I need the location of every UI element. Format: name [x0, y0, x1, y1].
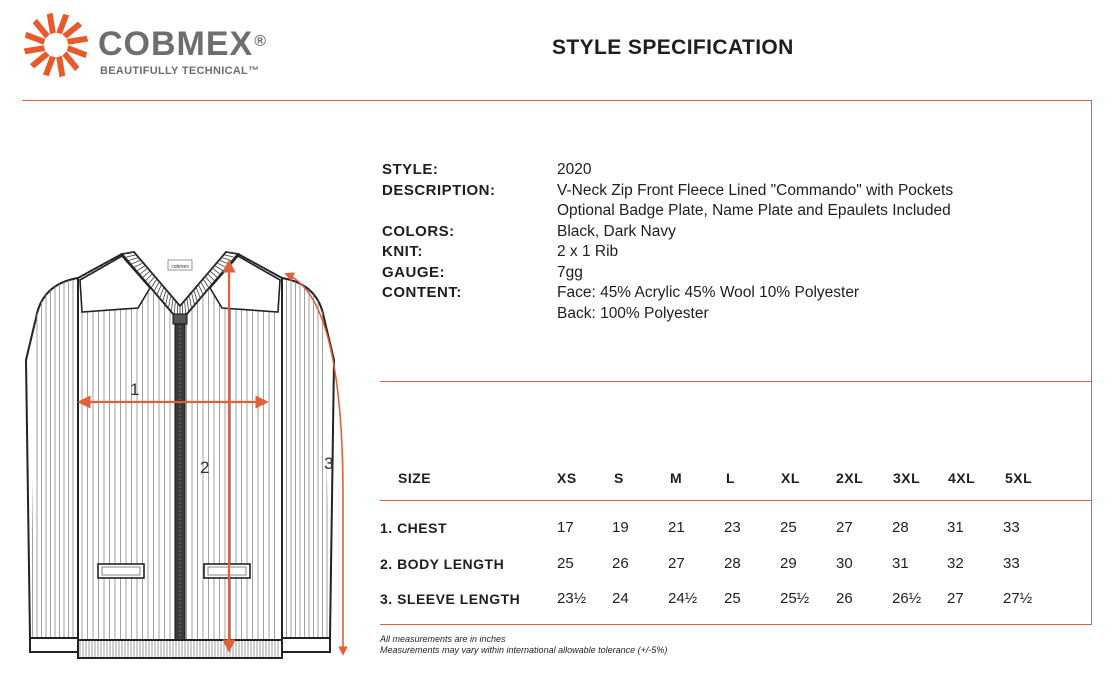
- right-pocket: [204, 564, 250, 578]
- table-cell: 26½: [892, 590, 922, 607]
- table-cell: 26: [836, 590, 853, 607]
- colors-label: COLORS:: [382, 223, 455, 240]
- description-label: DESCRIPTION:: [382, 182, 496, 199]
- registered-mark: ®: [254, 33, 268, 50]
- table-cell: 25: [780, 519, 797, 536]
- content-label: CONTENT:: [382, 284, 462, 301]
- table-cell: 29: [780, 555, 797, 572]
- size-header-m: M: [670, 470, 683, 486]
- colors-value: Black, Dark Navy: [557, 223, 676, 240]
- dimension-label-1: 1: [130, 380, 140, 399]
- table-cell: 27½: [1003, 590, 1033, 607]
- table-cell: 27: [947, 590, 964, 607]
- table-cell: 25: [557, 555, 574, 572]
- table-cell: 25: [724, 590, 741, 607]
- left-cuff: [30, 638, 78, 652]
- table-cell: 31: [947, 519, 964, 536]
- size-header-l: L: [726, 470, 736, 486]
- header-divider: [22, 100, 1092, 101]
- row-label-chest: 1. CHEST: [380, 520, 448, 536]
- cobmex-logo-icon: [22, 12, 90, 78]
- left-sleeve: [26, 278, 78, 638]
- frame-right-border: [1091, 100, 1092, 625]
- table-cell: 24½: [668, 590, 698, 607]
- table-cell: 17: [557, 519, 574, 536]
- table-cell: 33: [1003, 555, 1020, 572]
- table-header-divider: [380, 500, 1092, 501]
- knit-label: KNIT:: [382, 243, 423, 260]
- dimension-label-3: 3: [324, 454, 334, 473]
- table-cell: 24: [612, 590, 629, 607]
- brand-tagline: BEAUTIFULLY TECHNICAL™: [100, 65, 260, 77]
- table-cell: 26: [612, 555, 629, 572]
- table-cell: 30: [836, 555, 853, 572]
- left-pocket: [98, 564, 144, 578]
- table-cell: 23: [724, 519, 741, 536]
- table-cell: 28: [724, 555, 741, 572]
- size-column-header: SIZE: [398, 470, 432, 486]
- table-cell: 27: [668, 555, 685, 572]
- table-cell: 21: [668, 519, 685, 536]
- table-cell: 33: [1003, 519, 1020, 536]
- svg-text:cobmex: cobmex: [171, 264, 189, 270]
- dimension-label-2: 2: [200, 458, 210, 477]
- table-cell: 19: [612, 519, 629, 536]
- table-cell: 31: [892, 555, 909, 572]
- row-label-body-length: 2. BODY LENGTH: [380, 556, 505, 572]
- gauge-label: GAUGE:: [382, 264, 445, 281]
- description-line-2: Optional Badge Plate, Name Plate and Epaulets Included: [557, 202, 951, 219]
- measurement-note-units: All measurements are in inches: [380, 634, 506, 644]
- size-header-s: S: [614, 470, 624, 486]
- table-cell: 23½: [557, 590, 587, 607]
- sweater-flat-sketch-icon: [20, 240, 360, 665]
- row-label-sleeve-length: 3. SLEEVE LENGTH: [380, 591, 521, 607]
- size-header-2xl: 2XL: [836, 470, 864, 486]
- right-cuff: [282, 638, 330, 652]
- waistband: [78, 640, 282, 658]
- size-header-3xl: 3XL: [893, 470, 921, 486]
- table-cell: 27: [836, 519, 853, 536]
- content-line-1: Face: 45% Acrylic 45% Wool 10% Polyester: [557, 284, 860, 301]
- size-header-4xl: 4XL: [948, 470, 976, 486]
- size-header-xs: XS: [557, 470, 577, 486]
- knit-value: 2 x 1 Rib: [557, 243, 619, 260]
- brand-name: COBMEX®: [98, 25, 268, 63]
- description-line-1: V-Neck Zip Front Fleece Lined "Commando" with Pockets: [557, 182, 954, 199]
- spec-table-divider: [380, 381, 1092, 382]
- table-cell: 28: [892, 519, 909, 536]
- size-header-xl: XL: [781, 470, 800, 486]
- style-label: STYLE:: [382, 161, 439, 178]
- size-header-5xl: 5XL: [1005, 470, 1033, 486]
- page-title: STYLE SPECIFICATION: [552, 36, 794, 59]
- style-value: 2020: [557, 161, 592, 178]
- table-cell: 25½: [780, 590, 810, 607]
- table-bottom-border: [380, 624, 1092, 625]
- measurement-note-tolerance: Measurements may vary within international allowable tolerance (+/-5%): [380, 645, 668, 655]
- content-line-2: Back: 100% Polyester: [557, 305, 709, 322]
- table-cell: 32: [947, 555, 964, 572]
- gauge-value: 7gg: [557, 264, 583, 281]
